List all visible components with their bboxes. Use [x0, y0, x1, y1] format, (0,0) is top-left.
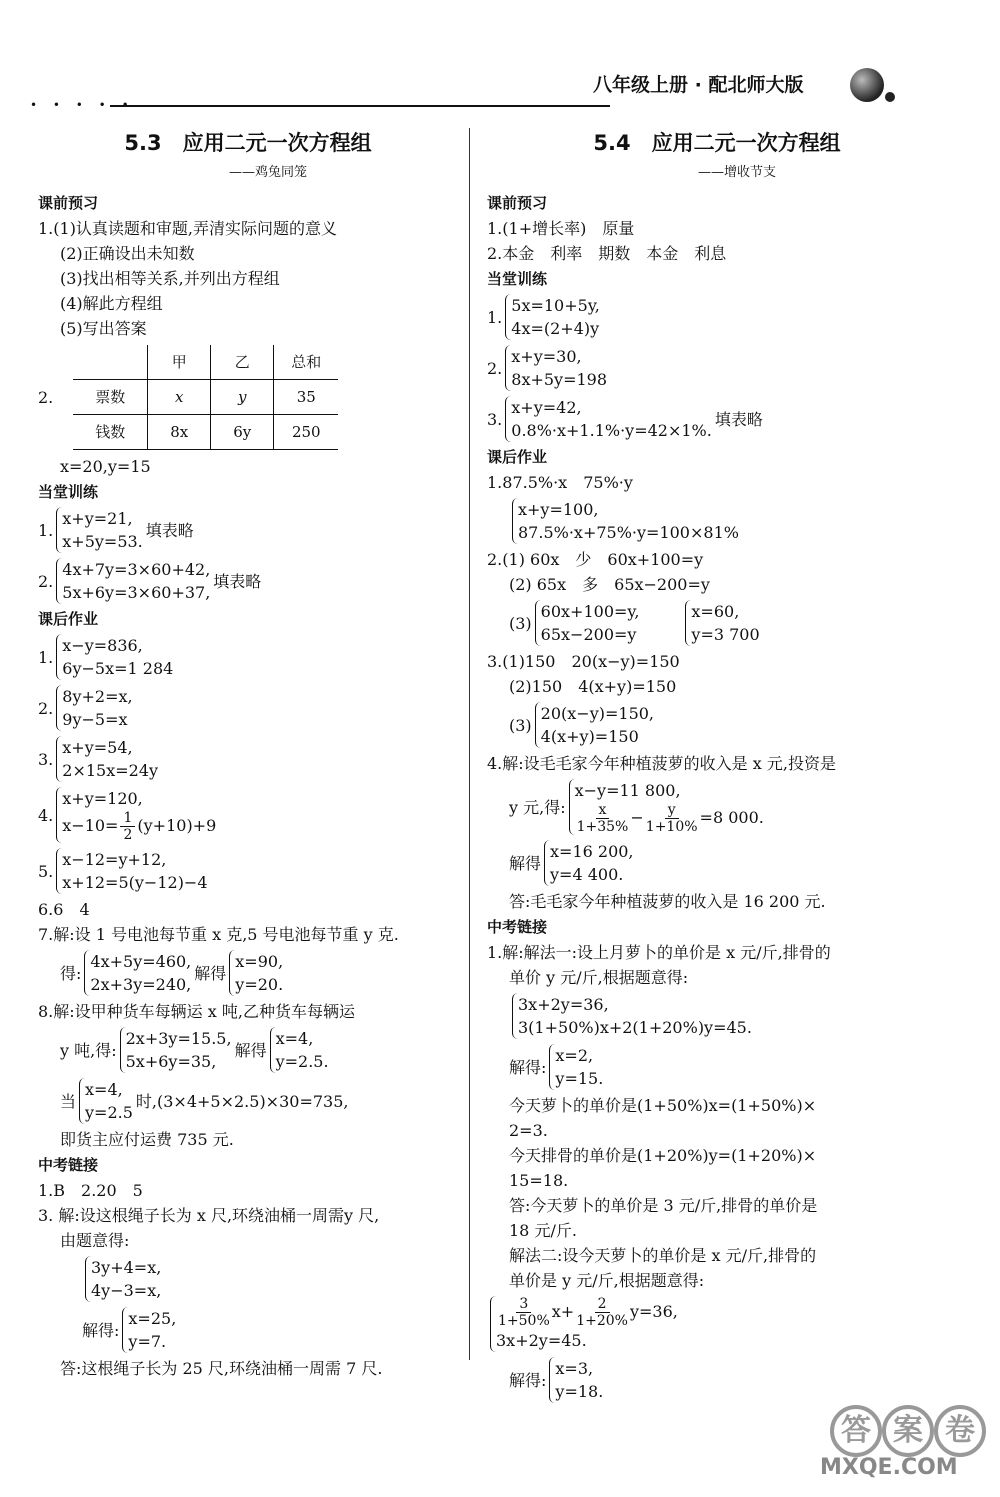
equation: 2x+3y=15.5,: [125, 1029, 232, 1048]
table-cell: y: [211, 380, 274, 415]
heading-class: 当堂训练: [38, 483, 99, 501]
equation: 2x+3y=240,: [90, 975, 192, 994]
answer-line: 今天排骨的单价是(1+20%)y=(1+20%)×: [509, 1146, 817, 1165]
page-header: [30, 62, 980, 112]
equation: y=2.5.: [275, 1052, 329, 1071]
answer-line: 由题意得:: [60, 1231, 130, 1250]
numerator: y: [665, 802, 679, 819]
answer-number: 2.: [487, 358, 503, 378]
answer-line: 18 元/斤.: [509, 1221, 577, 1240]
answer-system: [487, 777, 947, 837]
answer-system: [38, 1254, 458, 1304]
numerator: 2: [595, 1296, 610, 1313]
equation-system: [229, 950, 283, 996]
fraction: [120, 810, 135, 843]
answer-text: 解得:: [509, 1370, 547, 1390]
equation: y=18.: [555, 1382, 604, 1401]
answer-system: [487, 838, 947, 888]
equation: 2×15x=24y: [62, 761, 159, 780]
equation-system: [569, 779, 764, 835]
answer-system: [487, 1042, 947, 1092]
answer-line: 答:今天萝卜的单价是 3 元/斤,排骨的单价是: [509, 1196, 818, 1215]
answer-system: [38, 683, 458, 733]
section-title: 5.4 应用二元一次方程组: [593, 131, 841, 155]
answer-line: 1.解:解法一:设上月萝卜的单价是 x 元/斤,排骨的: [487, 943, 831, 962]
answer-system: [487, 496, 947, 546]
equation-system: [122, 1307, 176, 1353]
equation-system: [56, 634, 173, 680]
answer-line: 今天萝卜的单价是(1+50%)x=(1+50%)×: [509, 1096, 817, 1115]
heading-preview: 课前预习: [487, 194, 548, 212]
answer-line: 单价 y 元/斤,根据题意得:: [509, 968, 689, 987]
answer-system: [38, 556, 458, 606]
answer-system: [38, 785, 458, 845]
answer-text: 解得: [509, 853, 542, 873]
watermark-char: 案: [882, 1405, 934, 1457]
equation-system: [56, 848, 207, 894]
equation-system: [85, 1256, 161, 1302]
answer-note: 填表略: [213, 571, 262, 591]
equation: 3(1+50%)x+2(1+20%)y=45.: [518, 1018, 752, 1037]
header-title: 八年级上册 · 配北师大版: [593, 74, 804, 96]
equation: y=7.: [128, 1332, 167, 1351]
equation: 4x+7y=3×60+42,: [62, 560, 211, 579]
answer-line: 6.6 4: [38, 900, 90, 919]
answer-system: [487, 991, 947, 1041]
equation: 3x+2y=36,: [518, 995, 609, 1014]
answer-line: 答:这根绳子长为 25 尺,环绕油桶一周需 7 尺.: [60, 1359, 383, 1378]
answer-line: (3)找出相等关系,并列出方程组: [60, 269, 280, 288]
equation: 20(x−y)=150,: [540, 704, 655, 723]
equation-system: [56, 685, 132, 731]
denominator: 2: [123, 827, 133, 843]
equation-part: =8 000.: [699, 808, 764, 827]
equation: y=15.: [555, 1069, 604, 1088]
equation: 87.5%·x+75%·y=100×81%: [518, 523, 739, 542]
answer-text: 解得:: [82, 1320, 120, 1340]
equation-system: [56, 736, 158, 782]
watermark-logo: [820, 1400, 990, 1480]
equation: x=2,: [555, 1046, 594, 1065]
equation: 4x+5y=460,: [90, 952, 192, 971]
equation: 65x−200=y: [540, 625, 637, 644]
answer-line: (2) 65x 多 65x−200=y: [509, 575, 710, 594]
fraction: [498, 1296, 550, 1329]
answer-line: 单价是 y 元/斤,根据题意得:: [509, 1271, 705, 1290]
equation: x+y=100,: [518, 500, 599, 519]
equation: y=20.: [235, 975, 284, 994]
answer-line: (4)解此方程组: [60, 294, 163, 313]
answer-number: 3.: [487, 409, 503, 429]
left-column: [38, 125, 458, 1381]
equation: x+y=30,: [511, 347, 582, 366]
denominator: 1+50%: [498, 1313, 550, 1329]
dot-icon: [885, 92, 895, 102]
equation-system: [685, 600, 759, 646]
heading-exam: 中考链接: [38, 1156, 99, 1174]
header-dots: • • • • •: [30, 98, 135, 112]
equation-part: x−10=: [62, 816, 119, 835]
answer-line: 4.解:设毛毛家今年种植菠萝的收入是 x 元,投资是: [487, 754, 836, 773]
equation: x+y=21,: [62, 509, 133, 528]
fraction: [576, 1296, 628, 1329]
fraction: [646, 802, 698, 835]
answer-system: [38, 1076, 458, 1126]
answer-system: [38, 1305, 458, 1355]
answer-system: [487, 394, 947, 444]
answer-number: 2.: [38, 388, 54, 407]
equation-part: x+: [551, 1302, 575, 1321]
answer-line: (2)150 4(x+y)=150: [509, 677, 677, 696]
watermark-char: 答: [830, 1405, 882, 1457]
heading-exam: 中考链接: [487, 918, 548, 936]
answer-text: 解得: [234, 1040, 267, 1060]
equation: y=3 700: [691, 625, 760, 644]
equation-system: [512, 498, 739, 544]
equation: 5x+6y=35,: [125, 1052, 217, 1071]
watermark-char: 卷: [934, 1405, 986, 1457]
answer-line: 2.本金 利率 期数 本金 利息: [487, 244, 727, 263]
table-cell: 35: [274, 380, 339, 415]
equation: 8y+2=x,: [62, 687, 133, 706]
equation-part: −: [630, 808, 644, 827]
numerator: 1: [120, 810, 135, 827]
equation: 5x+6y=3×60+37,: [62, 583, 211, 602]
answer-line: 1.(1)认真读题和审题,弄清实际问题的意义: [38, 219, 338, 238]
answer-system: [38, 846, 458, 896]
equation-system: [56, 558, 210, 604]
answer-system: [38, 734, 458, 784]
equation-system: [512, 993, 752, 1039]
equation: 4y−3=x,: [91, 1281, 162, 1300]
equation: x−y=836,: [62, 636, 143, 655]
answer-system: [487, 343, 947, 393]
equation: x=60,: [691, 602, 740, 621]
heading-homework: 课后作业: [38, 610, 99, 628]
equation: 8x+5y=198: [511, 370, 608, 389]
equation: 6y−5x=1 284: [62, 659, 174, 678]
answer-system: [487, 1294, 947, 1354]
equation: [496, 1296, 678, 1329]
table-cell: [73, 345, 148, 380]
denominator: 1+20%: [576, 1313, 628, 1329]
table-cell: 250: [274, 415, 339, 450]
answer-line: (2)正确设出未知数: [60, 244, 195, 263]
numerator: x: [596, 802, 610, 819]
answer-line: 2=3.: [509, 1121, 548, 1140]
answer-system: [38, 632, 458, 682]
answer-note: 填表略: [714, 409, 763, 429]
heading-preview: 课前预习: [38, 194, 99, 212]
equation-system: [490, 1296, 678, 1352]
equation: x=90,: [235, 952, 284, 971]
equation: 4(x+y)=150: [540, 727, 639, 746]
answer-text: 解得: [194, 963, 227, 983]
table-cell: 8x: [148, 415, 211, 450]
equation: x=16 200,: [550, 842, 634, 861]
answer-text: (3): [509, 715, 532, 735]
equation-system: [549, 1044, 603, 1090]
table-block: [38, 341, 458, 454]
watermark-site: MXQE.COM: [820, 1455, 958, 1480]
answer-system: [38, 505, 458, 555]
equation: x+y=54,: [62, 738, 133, 757]
denominator: 1+35%: [576, 819, 629, 835]
answer-line: 15=18.: [509, 1171, 569, 1190]
answer-line: 3. 解:设这根绳子长为 x 尺,环绕油桶一周需y 尺,: [38, 1206, 380, 1225]
answer-number: 1.: [38, 520, 54, 540]
equation: 3x+2y=45.: [496, 1331, 587, 1350]
equation-system: [56, 507, 143, 553]
answer-line: 7.解:设 1 号电池每节重 x 克,5 号电池每节重 y 克.: [38, 925, 399, 944]
equation: x+y=120,: [62, 789, 143, 808]
equation: [575, 802, 764, 835]
equation: x=4,: [85, 1080, 123, 1099]
equation: x=4,: [275, 1029, 314, 1048]
numerator: 3: [516, 1296, 531, 1313]
equation: y=2.5: [85, 1103, 133, 1122]
answer-text: 得:: [60, 963, 82, 983]
answer-line: 1.B 2.20 5: [38, 1181, 143, 1200]
table-cell: 钱数: [95, 422, 126, 441]
equation-system: [56, 787, 216, 843]
answer-number: 2.: [38, 698, 54, 718]
answer-text: 时,(3×4+5×2.5)×30=735,: [135, 1091, 349, 1111]
table-cell: x: [148, 380, 211, 415]
table-cell: 乙: [211, 345, 274, 380]
equation: 0.8%·x+1.1%·y=42×1%.: [511, 421, 712, 440]
equation-system: [544, 840, 634, 886]
equation: x+12=5(y−12)−4: [62, 873, 208, 892]
equation-part: y=36,: [629, 1302, 678, 1321]
equation-system: [505, 294, 600, 340]
answer-text: 当: [60, 1091, 77, 1111]
answer-line: 8.解:设甲种货车每辆运 x 吨,乙种货车每辆运: [38, 1002, 355, 1021]
equation: x+5y=53.: [62, 532, 143, 551]
answer-line: 3.(1)150 20(x−y)=150: [487, 652, 680, 671]
answer-system: [487, 598, 947, 648]
denominator: 1+10%: [645, 819, 698, 835]
answer-number: 4.: [38, 805, 54, 825]
section-subtitle: ——增收节支: [697, 165, 776, 180]
equation: 5x=10+5y,: [511, 296, 600, 315]
answer-number: 1.: [38, 647, 54, 667]
equation: x=3,: [555, 1359, 594, 1378]
heading-homework: 课后作业: [487, 448, 548, 466]
equation-system: [120, 1027, 232, 1073]
equation-system: [505, 396, 712, 442]
equation: x=25,: [128, 1309, 177, 1328]
column-divider: [469, 128, 470, 1360]
answer-line: 1.(1+增长率) 原量: [487, 219, 635, 238]
equation: x−12=y+12,: [62, 850, 167, 869]
answer-text: y 吨,得:: [60, 1040, 117, 1060]
section-subtitle: ——鸡兔同笼: [228, 165, 307, 180]
equation: x+y=42,: [511, 398, 582, 417]
equation: y=4 400.: [550, 865, 624, 884]
answer-number: 5.: [38, 861, 54, 881]
answer-line: 答:毛毛家今年种植菠萝的收入是 16 200 元.: [509, 892, 826, 911]
answer-text: (3): [509, 613, 532, 633]
equation-system: [535, 600, 640, 646]
equation-part: (y+10)+9: [137, 816, 217, 835]
equation-system: [79, 1078, 133, 1124]
equation: 60x+100=y,: [540, 602, 640, 621]
answer-system: [487, 292, 947, 342]
answer-system: [38, 1025, 458, 1075]
heading-class: 当堂训练: [487, 270, 548, 288]
equation-system: [549, 1357, 603, 1403]
answer-number: 1.: [487, 307, 503, 327]
answer-note: 填表略: [145, 520, 194, 540]
section-title: 5.3 应用二元一次方程组: [124, 131, 372, 155]
right-column: [487, 125, 947, 1406]
answer-number: 3.: [38, 749, 54, 769]
answer-line: 即货主应付运费 735 元.: [60, 1130, 234, 1149]
answer-system: [487, 1355, 947, 1405]
answer-line: 1.87.5%·x 75%·y: [487, 473, 633, 492]
equation: [62, 810, 216, 843]
answer-line: 2.(1) 60x 少 60x+100=y: [487, 550, 704, 569]
answer-system: [487, 700, 947, 750]
equation: 3y+4=x,: [91, 1258, 162, 1277]
equation: 4x=(2+4)y: [511, 319, 600, 338]
equation-system: [84, 950, 191, 996]
equation-system: [270, 1027, 329, 1073]
answer-number: 2.: [38, 571, 54, 591]
ball-icon: [850, 68, 884, 102]
answer-line: (5)写出答案: [60, 319, 147, 338]
equation-system: [505, 345, 607, 391]
answer-text: y 元,得:: [509, 797, 566, 817]
table-cell: 甲: [148, 345, 211, 380]
table-cell: 6y: [211, 415, 274, 450]
equation-system: [535, 702, 654, 748]
fraction: [577, 802, 629, 835]
answer-line: 解法二:设今天萝卜的单价是 x 元/斤,排骨的: [509, 1246, 817, 1265]
answer-line: x=20,y=15: [60, 457, 151, 476]
answer-text: 解得:: [509, 1057, 547, 1077]
answer-system: [38, 948, 458, 998]
header-rule: [110, 105, 610, 107]
equation: x−y=11 800,: [574, 781, 681, 800]
answer-table: [73, 345, 338, 450]
equation: 9y−5=x: [62, 710, 128, 729]
table-cell: 总和: [274, 345, 339, 380]
table-cell: 票数: [95, 387, 126, 406]
